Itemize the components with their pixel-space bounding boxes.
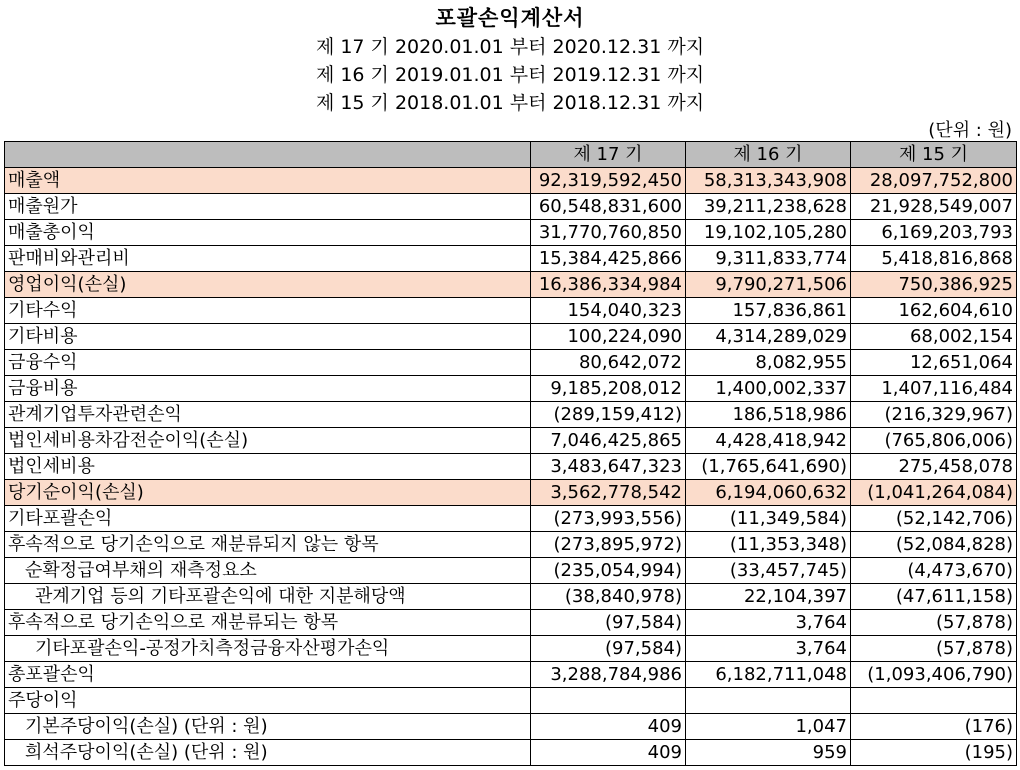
row-label: 순확정급여부채의 재측정요소 — [5, 558, 531, 584]
value-17: (97,584) — [531, 636, 686, 662]
value-15: 1,407,116,484 — [851, 376, 1017, 402]
value-16: 4,428,418,942 — [686, 428, 851, 454]
table-row — [5, 246, 1017, 272]
value-15: (765,806,006) — [851, 428, 1017, 454]
value-16: 157,836,861 — [686, 298, 851, 324]
value-16: 1,047 — [686, 714, 851, 740]
row-label: 기타포괄손익-공정가치측정금융자산평가손익 — [5, 636, 531, 662]
value-16 — [686, 688, 851, 714]
row-label: 후속적으로 당기손익으로 재분류되지 않는 항목 — [5, 532, 531, 558]
table-row — [5, 714, 1017, 740]
row-label: 법인세비용차감전순이익(손실) — [5, 428, 531, 454]
row-label: 기타포괄손익 — [5, 506, 531, 532]
table-row — [5, 428, 1017, 454]
table-row — [5, 506, 1017, 532]
table-row — [5, 688, 1017, 714]
value-17: 100,224,090 — [531, 324, 686, 350]
row-label: 매출원가 — [5, 194, 531, 220]
table-row — [5, 636, 1017, 662]
value-16: (11,349,584) — [686, 506, 851, 532]
value-17: 92,319,592,450 — [531, 168, 686, 194]
value-15: (1,041,264,084) — [851, 480, 1017, 506]
table-row — [5, 324, 1017, 350]
value-16: (33,457,745) — [686, 558, 851, 584]
value-16: 4,314,289,029 — [686, 324, 851, 350]
value-17: 31,770,760,850 — [531, 220, 686, 246]
value-15: (57,878) — [851, 610, 1017, 636]
value-17: 80,642,072 — [531, 350, 686, 376]
period-line-16: 제 16 기 2019.01.01 부터 2019.12.31 까지 — [315, 64, 705, 86]
value-17: (289,159,412) — [531, 402, 686, 428]
table-row — [5, 662, 1017, 688]
row-label: 매출액 — [5, 168, 531, 194]
value-15: (195) — [851, 740, 1017, 766]
row-label: 총포괄손익 — [5, 662, 531, 688]
row-label: 후속적으로 당기손익으로 재분류되는 항목 — [5, 610, 531, 636]
value-15: (52,084,828) — [851, 532, 1017, 558]
value-16: (1,765,641,690) — [686, 454, 851, 480]
value-15: 21,928,549,007 — [851, 194, 1017, 220]
value-15: 275,458,078 — [851, 454, 1017, 480]
row-label: 기본주당이익(손실) (단위 : 원) — [5, 714, 531, 740]
header-17: 제 17 기 — [531, 142, 686, 168]
table-row — [5, 402, 1017, 428]
value-16: (11,353,348) — [686, 532, 851, 558]
value-17: 409 — [531, 714, 686, 740]
statement-title: 포괄손익계산서 — [435, 6, 585, 30]
unit-label: (단위 : 원) — [928, 120, 1012, 141]
row-label: 법인세비용 — [5, 454, 531, 480]
row-label: 금융비용 — [5, 376, 531, 402]
value-16: 58,313,343,908 — [686, 168, 851, 194]
value-17 — [531, 688, 686, 714]
value-16: 6,194,060,632 — [686, 480, 851, 506]
value-17: 409 — [531, 740, 686, 766]
row-label: 기타수익 — [5, 298, 531, 324]
row-label: 당기순이익(손실) — [5, 480, 531, 506]
header-label — [5, 142, 531, 168]
table-row — [5, 454, 1017, 480]
value-16: 959 — [686, 740, 851, 766]
value-15: (216,329,967) — [851, 402, 1017, 428]
value-15 — [851, 688, 1017, 714]
value-17: 3,483,647,323 — [531, 454, 686, 480]
value-16: 39,211,238,628 — [686, 194, 851, 220]
row-label: 영업이익(손실) — [5, 272, 531, 298]
value-17: (235,054,994) — [531, 558, 686, 584]
row-label: 금융수익 — [5, 350, 531, 376]
value-15: 750,386,925 — [851, 272, 1017, 298]
value-15: (4,473,670) — [851, 558, 1017, 584]
table-row — [5, 168, 1017, 194]
table-row — [5, 194, 1017, 220]
value-15: 162,604,610 — [851, 298, 1017, 324]
value-17: 7,046,425,865 — [531, 428, 686, 454]
value-17: 154,040,323 — [531, 298, 686, 324]
value-15: (57,878) — [851, 636, 1017, 662]
value-15: (1,093,406,790) — [851, 662, 1017, 688]
table-row — [5, 558, 1017, 584]
value-17: 3,562,778,542 — [531, 480, 686, 506]
value-16: 8,082,955 — [686, 350, 851, 376]
table-row — [5, 272, 1017, 298]
value-17: 3,288,784,986 — [531, 662, 686, 688]
value-15: 5,418,816,868 — [851, 246, 1017, 272]
value-17: (273,895,972) — [531, 532, 686, 558]
header-15: 제 15 기 — [851, 142, 1017, 168]
value-15: (52,142,706) — [851, 506, 1017, 532]
value-15: 6,169,203,793 — [851, 220, 1017, 246]
value-16: 3,764 — [686, 636, 851, 662]
value-16: 22,104,397 — [686, 584, 851, 610]
value-16: 9,790,271,506 — [686, 272, 851, 298]
value-16: 186,518,986 — [686, 402, 851, 428]
row-label: 기타비용 — [5, 324, 531, 350]
value-17: 9,185,208,012 — [531, 376, 686, 402]
table-row — [5, 350, 1017, 376]
row-label: 판매비와관리비 — [5, 246, 531, 272]
value-15: (47,611,158) — [851, 584, 1017, 610]
value-17: 16,386,334,984 — [531, 272, 686, 298]
value-17: (273,993,556) — [531, 506, 686, 532]
value-17: (38,840,978) — [531, 584, 686, 610]
table-row — [5, 610, 1017, 636]
header-16: 제 16 기 — [686, 142, 851, 168]
row-label: 매출총이익 — [5, 220, 531, 246]
table-row — [5, 376, 1017, 402]
period-line-17: 제 17 기 2020.01.01 부터 2020.12.31 까지 — [315, 36, 705, 58]
value-16: 9,311,833,774 — [686, 246, 851, 272]
period-line-15: 제 15 기 2018.01.01 부터 2018.12.31 까지 — [315, 92, 705, 114]
value-17: 15,384,425,866 — [531, 246, 686, 272]
value-15: 68,002,154 — [851, 324, 1017, 350]
value-17: (97,584) — [531, 610, 686, 636]
value-17: 60,548,831,600 — [531, 194, 686, 220]
table-row — [5, 298, 1017, 324]
value-16: 19,102,105,280 — [686, 220, 851, 246]
table-row — [5, 480, 1017, 506]
value-15: 28,097,752,800 — [851, 168, 1017, 194]
row-label: 관계기업 등의 기타포괄손익에 대한 지분해당액 — [5, 584, 531, 610]
value-15: (176) — [851, 714, 1017, 740]
header-row — [5, 142, 1017, 168]
row-label: 희석주당이익(손실) (단위 : 원) — [5, 740, 531, 766]
value-16: 3,764 — [686, 610, 851, 636]
row-label: 관계기업투자관련손익 — [5, 402, 531, 428]
table-row — [5, 532, 1017, 558]
table-row — [5, 220, 1017, 246]
table-row — [5, 584, 1017, 610]
value-16: 6,182,711,048 — [686, 662, 851, 688]
value-15: 12,651,064 — [851, 350, 1017, 376]
income-statement-table — [4, 141, 1017, 766]
row-label: 주당이익 — [5, 688, 531, 714]
table-row — [5, 740, 1017, 766]
value-16: 1,400,002,337 — [686, 376, 851, 402]
